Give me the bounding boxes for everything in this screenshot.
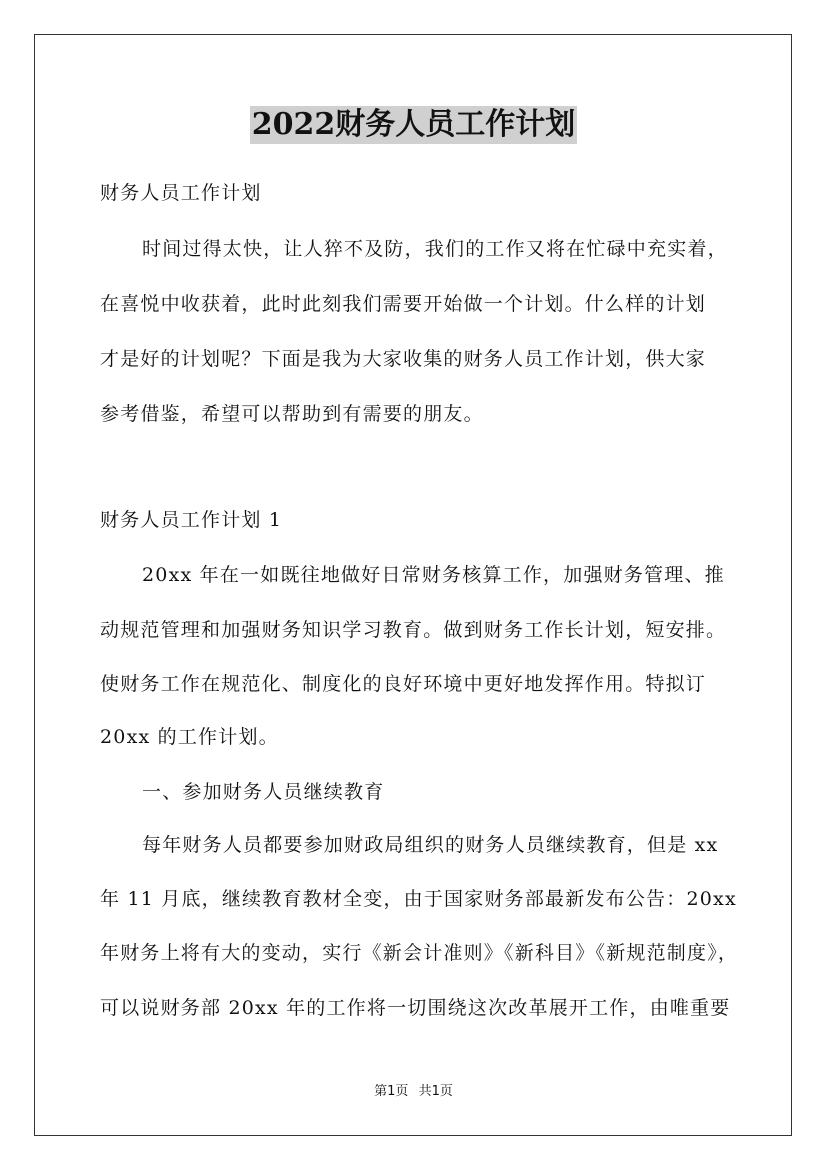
plan1-heading: 财务人员工作计划 1: [100, 509, 283, 531]
intro-line-1: 时间过得太快，让人猝不及防，我们的工作又将在忙碌中充实着，: [142, 238, 728, 260]
item1-heading: 一、参加财务人员继续教育: [142, 781, 385, 803]
item1-line-2: 年 11 月底，继续教育教材全变，由于国家财务部最新发布公告：20xx: [100, 888, 737, 910]
plan1-line-3: 使财务工作在规范化、制度化的良好环境中更好地发挥作用。特拟订: [100, 673, 707, 695]
document-title-text: 2022财务人员工作计划: [251, 107, 576, 142]
plan1-line-2: 动规范管理和加强财务知识学习教育。做到财务工作长计划，短安排。: [100, 619, 727, 641]
item1-line-3: 年财务上将有大的变动，实行《新会计准则》《新科目》《新规范制度》，: [100, 942, 739, 964]
intro-line-4: 参考借鉴，希望可以帮助到有需要的朋友。: [100, 403, 484, 425]
item1-line-1: 每年财务人员都要参加财政局组织的财务人员继续教育，但是 xx: [142, 834, 719, 856]
item1-line-4: 可以说财务部 20xx 年的工作将一切围绕这次改革展开工作，由唯重要: [100, 997, 731, 1019]
section-heading: 财务人员工作计划: [100, 182, 262, 204]
intro-line-3: 才是好的计划呢？下面是我为大家收集的财务人员工作计划，供大家: [100, 348, 707, 370]
plan1-line-1: 20xx 年在一如既往地做好日常财务核算工作，加强财务管理、推: [142, 564, 725, 586]
document-title: [0, 104, 827, 144]
page-number: 第1页: [374, 1084, 409, 1099]
intro-line-2: 在喜悦中收获着，此时此刻我们需要开始做一个计划。什么样的计划: [100, 293, 707, 315]
page-footer: [0, 1084, 827, 1100]
page-total: 共1页: [418, 1084, 453, 1099]
plan1-line-4: 20xx 的工作计划。: [100, 726, 279, 748]
